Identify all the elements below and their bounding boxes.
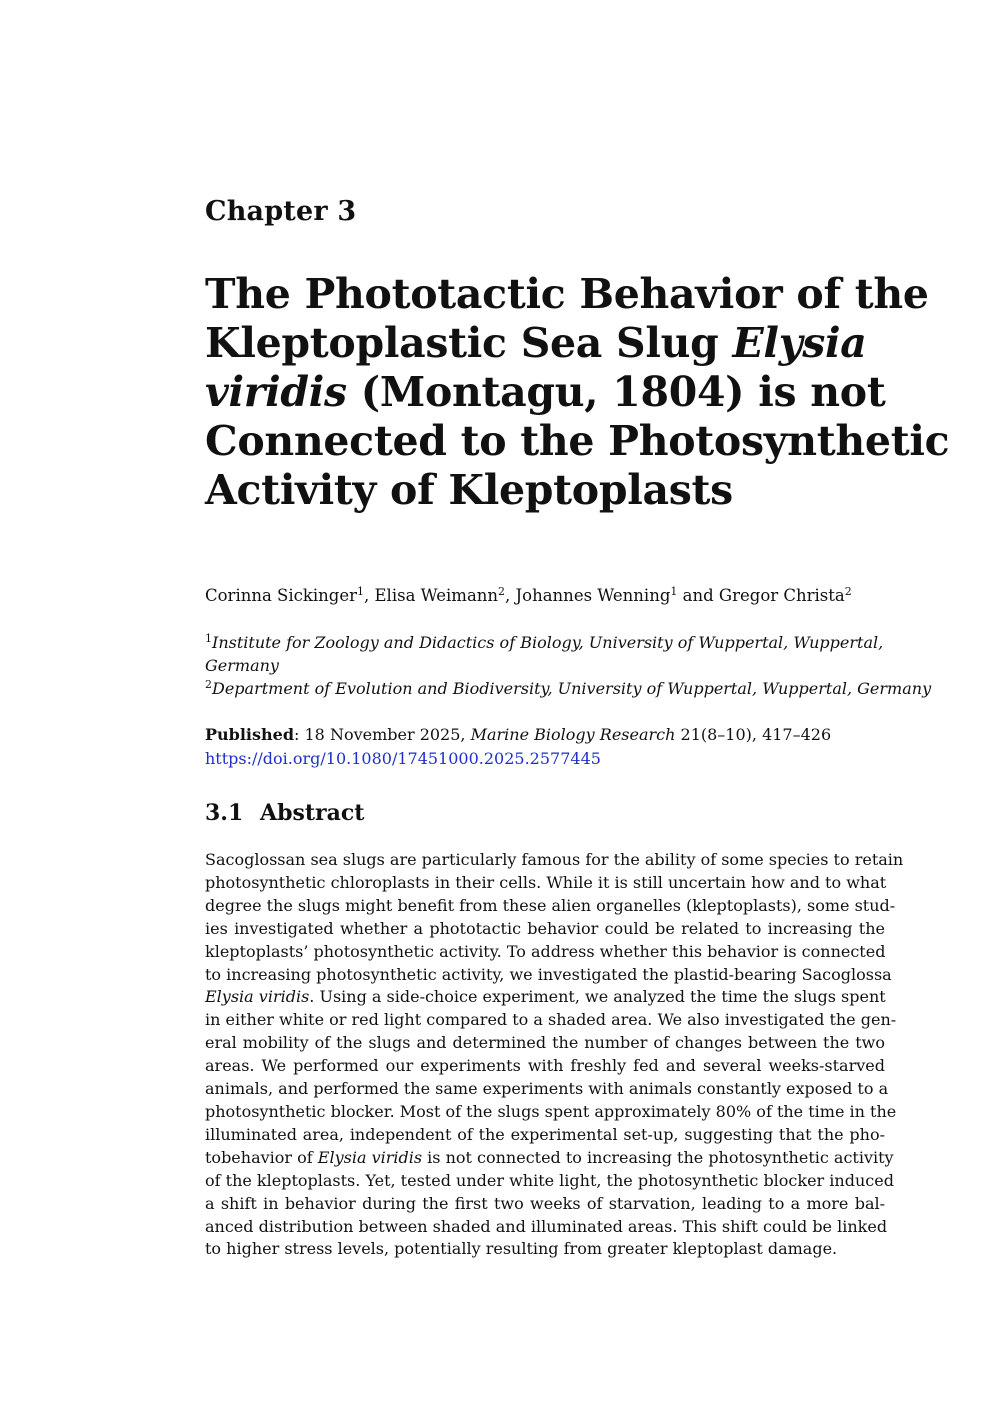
affiliation-marker: 2 xyxy=(205,678,212,691)
title-genus: Elysia xyxy=(732,319,867,367)
affiliation-marker: 1 xyxy=(670,585,678,598)
abstract-line: photosynthetic chloroplasts in their cells. While it is still uncertain how and to what xyxy=(205,872,887,892)
author-name: Gregor Christa xyxy=(718,586,845,605)
abstract-line xyxy=(205,986,885,1009)
author xyxy=(205,586,375,605)
title-text: Kleptoplastic Sea Slug xyxy=(205,319,733,367)
title-line-2 xyxy=(205,319,885,368)
author xyxy=(719,586,852,605)
abstract-line xyxy=(205,1147,894,1170)
affiliation-marker: 1 xyxy=(357,585,364,598)
abstract-line: kleptoplasts’ photosynthetic activity. To address whether this behavior is connected xyxy=(205,941,886,961)
chapter-label: Chapter 3 xyxy=(205,196,357,227)
author-separator: , xyxy=(364,586,375,605)
published-label: Published xyxy=(205,725,295,744)
author-separator: , xyxy=(505,586,516,605)
author-separator: and xyxy=(677,586,719,605)
species-name: Elysia viridis xyxy=(205,987,310,1007)
species-name: Elysia viridis xyxy=(317,1147,423,1167)
abstract-text: is not connected to increasing the photosynthetic activity xyxy=(422,1147,894,1167)
author-name: Elisa Weimann xyxy=(374,586,499,605)
author-name: Corinna Sickinger xyxy=(205,586,357,605)
abstract-line: of the kleptoplasts. Yet, tested under white light, the photosynthetic blocker induced xyxy=(205,1170,894,1190)
affiliation-marker: 2 xyxy=(498,585,506,598)
doi-link[interactable]: https://doi.org/10.1080/17451000.2025.2577445 xyxy=(205,749,601,768)
abstract-line: eral mobility of the slugs and determined the number of changes between the two xyxy=(205,1033,885,1053)
publication-line xyxy=(205,723,885,747)
abstract-text: . Using a side-choice experiment, we analyzed the time the slugs spent xyxy=(309,987,886,1007)
abstract-line: degree the slugs might benefit from these alien organelles (kleptoplasts), some stud- xyxy=(205,895,896,915)
abstract-paragraph xyxy=(205,849,904,1261)
publication-info xyxy=(205,723,885,771)
affiliation-marker: 2 xyxy=(844,585,852,598)
abstract-line: to increasing photosynthetic activity, we investigated the plastid-bearing Sacoglossa xyxy=(205,964,892,984)
section-heading xyxy=(205,800,364,826)
section-number: 3.1 xyxy=(205,800,244,826)
doi-line xyxy=(205,747,885,771)
abstract-line: animals, and performed the same experiments with animals constantly exposed to a xyxy=(205,1079,889,1099)
abstract-line: Sacoglossan sea slugs are particularly famous for the ability of some species to retain xyxy=(205,850,904,869)
abstract-text: tobehavior of xyxy=(205,1147,318,1167)
journal-name: Marine Biology Research xyxy=(470,725,676,744)
journal-details: 21(8–10), 417–426 xyxy=(675,725,832,744)
affiliation-text: Department of Evolution and Biodiversity, University of Wuppertal, Wuppertal, Germany xyxy=(212,679,932,698)
title-line-5: Activity of Kleptoplasts xyxy=(205,466,733,514)
abstract-line: photosynthetic blocker. Most of the slugs spent approximately 80% of the time in the xyxy=(205,1101,897,1121)
title-line-4: Connected to the Photosynthetic xyxy=(205,417,950,465)
chapter-title xyxy=(205,270,950,515)
title-text: (Montagu, 1804) is not xyxy=(346,368,886,416)
affiliation-text: Institute for Zoology and Didactics of Biology, University of Wuppertal, Wuppertal, xyxy=(212,633,884,652)
publication-date: : 18 November 2025, xyxy=(294,725,471,744)
abstract-line: in either white or red light compared to a shaded area. We also investigated the gen- xyxy=(205,1010,897,1030)
abstract-line: areas. We performed our experiments with freshly fed and several weeks-starved xyxy=(205,1056,885,1076)
abstract-line: to higher stress levels, potentially resulting from greater kleptoplast damage. xyxy=(205,1239,838,1259)
affiliation-1-continued: Germany xyxy=(205,656,279,675)
abstract-line: illuminated area, independent of the experimental set-up, suggesting that the pho- xyxy=(205,1124,885,1144)
author-name: Johannes Wenning xyxy=(515,586,671,605)
abstract-line: a shift in behavior during the first two weeks of starvation, leading to a more bal- xyxy=(205,1193,885,1213)
author xyxy=(375,586,516,605)
author xyxy=(516,586,719,605)
affiliation-2 xyxy=(205,677,932,700)
affiliation-marker: 1 xyxy=(205,632,212,645)
title-line-1: The Phototactic Behavior of the xyxy=(205,270,929,318)
affiliation-list xyxy=(205,631,932,700)
affiliation-1 xyxy=(205,631,885,654)
section-title: Abstract xyxy=(260,800,365,826)
title-line-3 xyxy=(205,368,885,417)
abstract-line: anced distribution between shaded and illuminated areas. This shift could be linked xyxy=(205,1216,888,1236)
abstract-line: ies investigated whether a phototactic behavior could be related to increasing the xyxy=(205,918,885,938)
title-species: viridis xyxy=(205,368,347,416)
author-list xyxy=(205,586,852,605)
